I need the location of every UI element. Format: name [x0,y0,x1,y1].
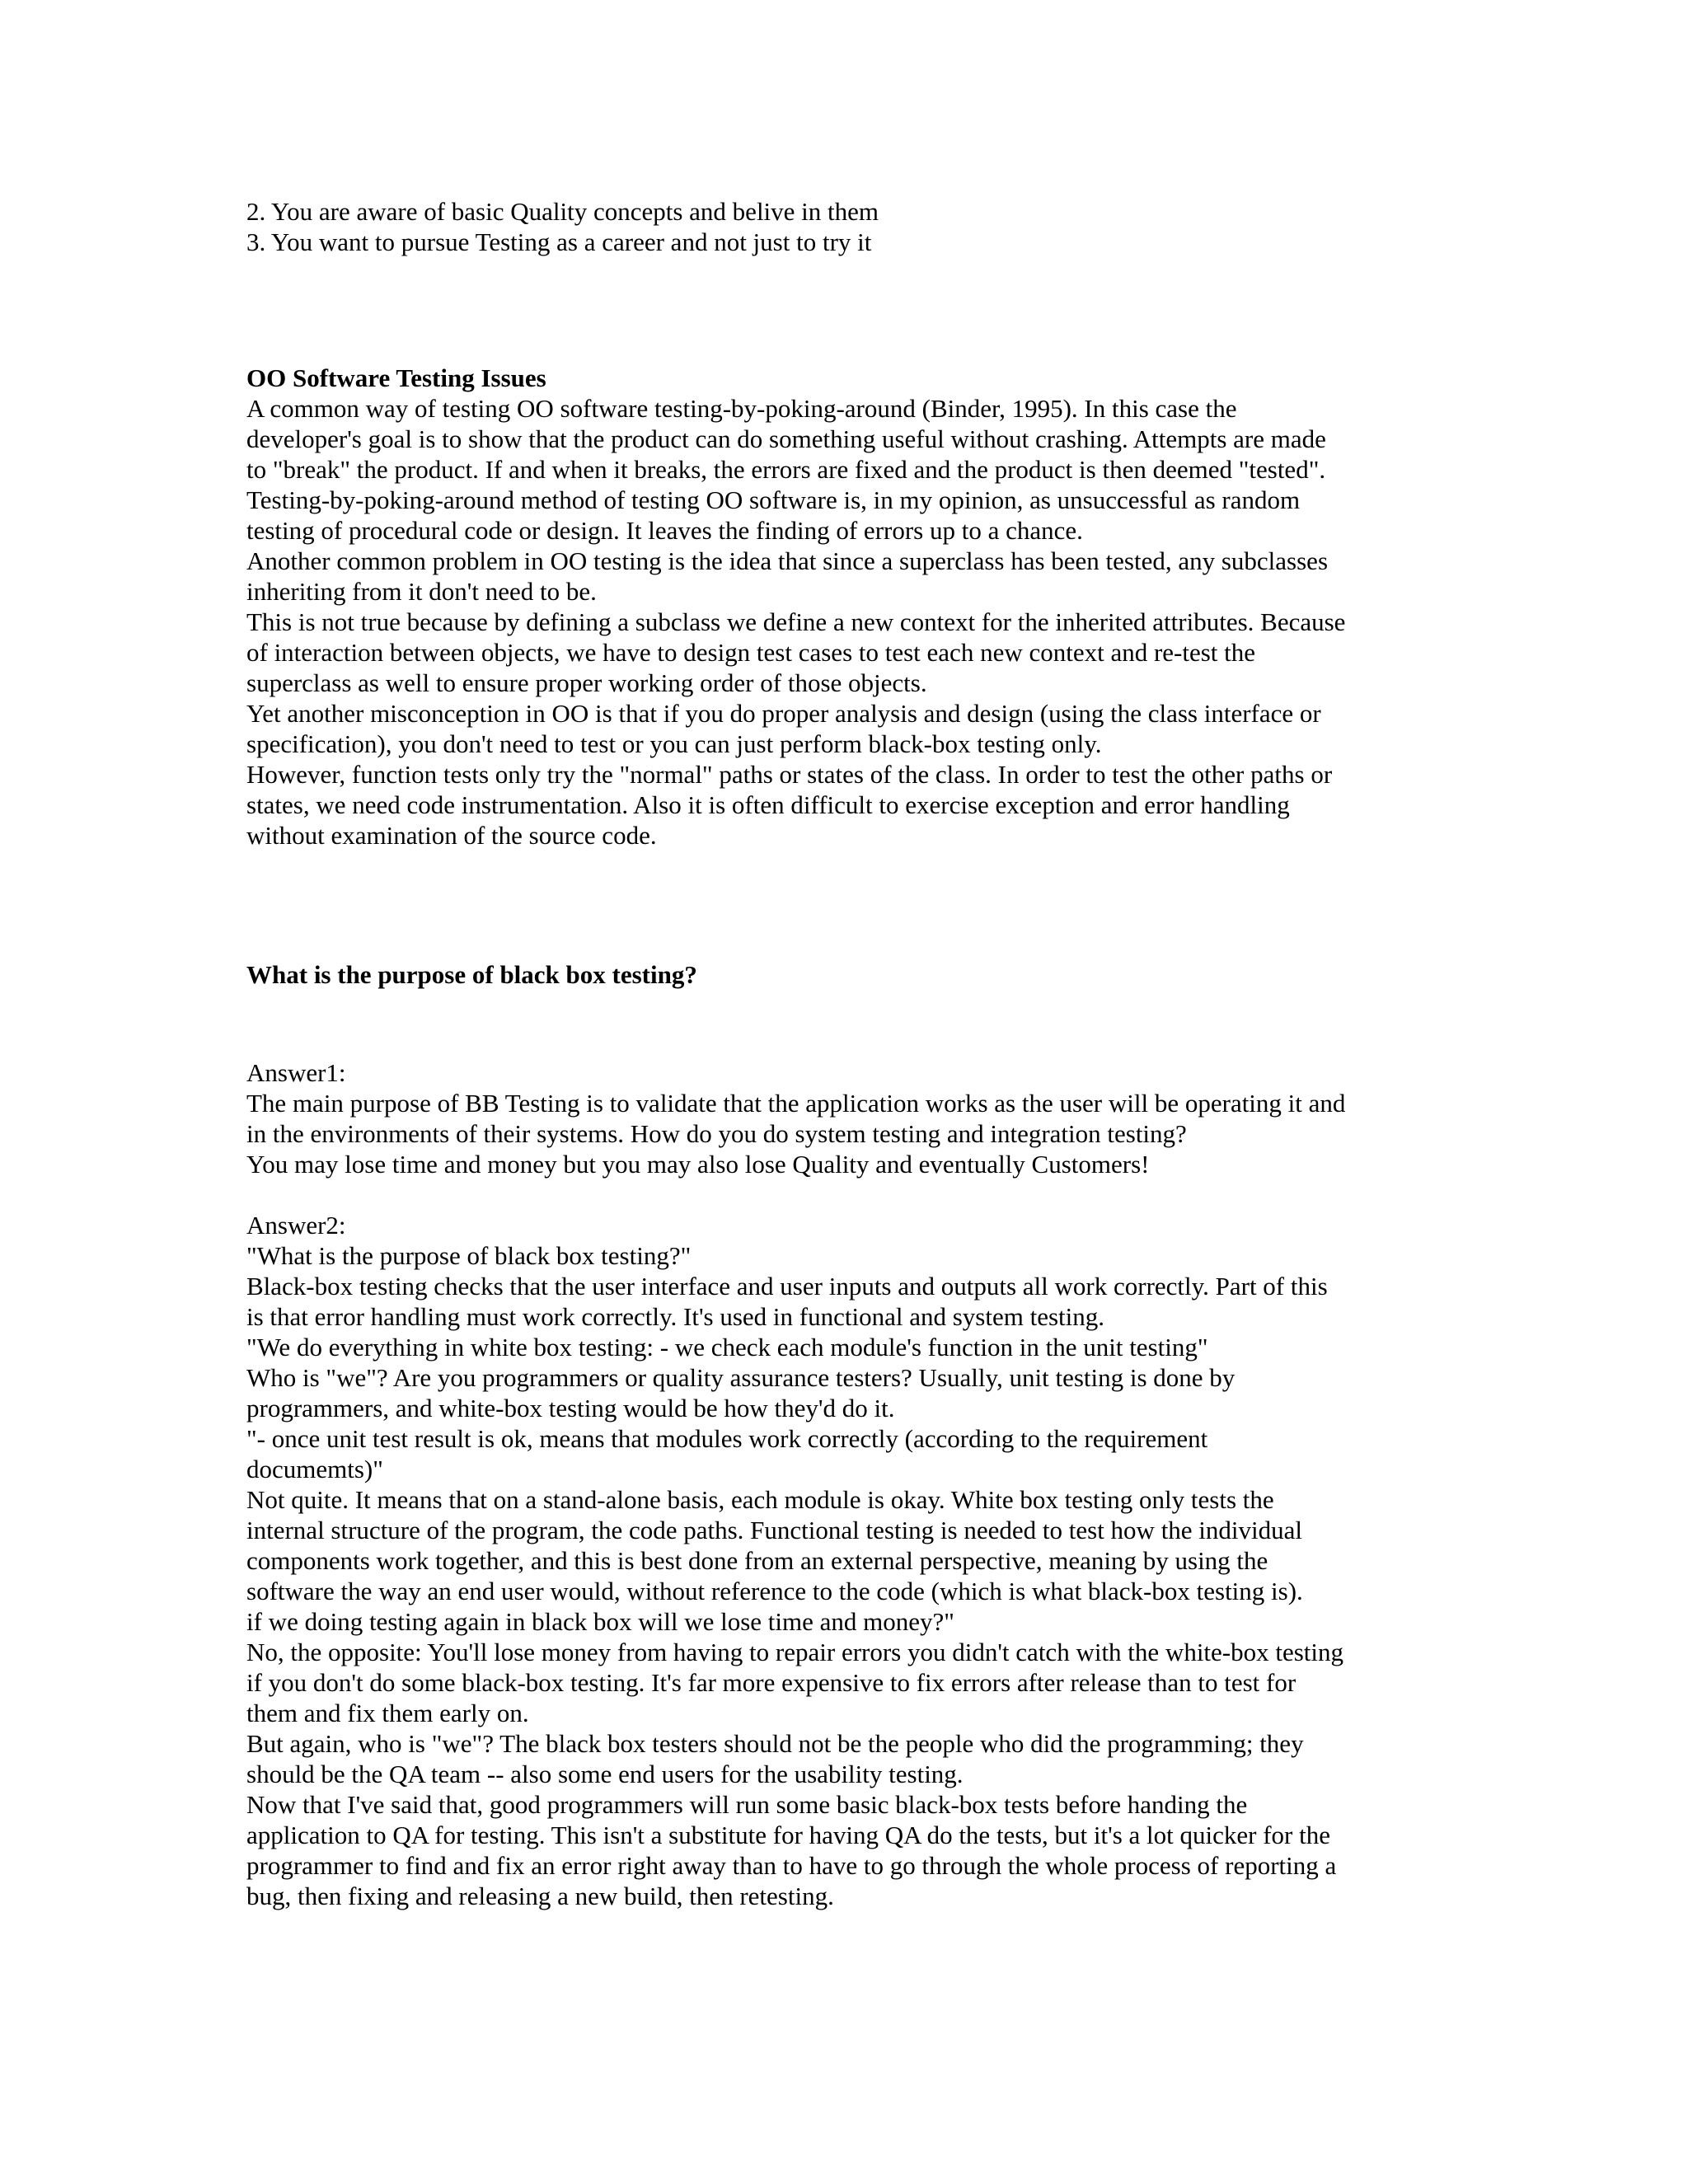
paragraph-line: Testing-by-poking-around method of testing OO software is, in my opinion, as unsuccessful as random [246,485,1301,514]
answer-line: components work together, and this is best done from an external perspective, meaning by using the [246,1546,1268,1575]
paragraph-line: developer's goal is to show that the product can do something useful without crashing. Attempts are made [246,424,1326,453]
paragraph-line: superclass as well to ensure proper working order of those objects. [246,668,927,697]
answer-line: internal structure of the program, the code paths. Functional testing is needed to test how the individual [246,1516,1303,1544]
paragraph-line: specification), you don't need to test or you can just perform black-box testing only. [246,729,1102,758]
section-heading-oo-testing: OO Software Testing Issues [246,363,546,392]
answer-line: No, the opposite: You'll lose money from having to repair errors you didn't catch with the white-box testing [246,1638,1344,1666]
answer-line: bug, then fixing and releasing a new build, then retesting. [246,1882,834,1910]
answer-line: The main purpose of BB Testing is to validate that the application works as the user will be operating it and [246,1089,1346,1118]
intro-list-item: 3. You want to pursue Testing as a career and not just to try it [246,227,872,256]
answer-line: You may lose time and money but you may also lose Quality and eventually Customers! [246,1150,1150,1179]
answer-line: is that error handling must work correctly. It's used in functional and system testing. [246,1302,1104,1331]
answer-line: programmers, and white-box testing would be how they'd do it. [246,1394,895,1422]
intro-list-item: 2. You are aware of basic Quality concepts and belive in them [246,197,879,226]
answer-line: software the way an end user would, without reference to the code (which is what black-box testing is). [246,1577,1303,1605]
answer-line: them and fix them early on. [246,1699,529,1727]
answer-label: Answer2: [246,1211,346,1240]
answer-line: application to QA for testing. This isn't a substitute for having QA do the tests, but it's a lot quicker for the [246,1821,1331,1849]
paragraph-line: A common way of testing OO software testing-by-poking-around (Binder, 1995). In this case the [246,394,1237,423]
answer-line: programmer to find and fix an error right away than to have to go through the whole process of reporting a [246,1851,1337,1880]
paragraph-line: testing of procedural code or design. It leaves the finding of errors up to a chance. [246,516,1083,545]
paragraph-line: of interaction between objects, we have to design test cases to test each new context and re-test the [246,638,1256,667]
answer-line: documemts)" [246,1455,383,1483]
answer-line: But again, who is "we"? The black box testers should not be the people who did the programming; they [246,1729,1304,1758]
section-heading-black-box: What is the purpose of black box testing? [246,960,697,989]
paragraph-line: without examination of the source code. [246,821,657,850]
answer-line: Not quite. It means that on a stand-alone basis, each module is okay. White box testing only tests the [246,1485,1274,1514]
answer-line: "What is the purpose of black box testing?" [246,1241,692,1270]
answer-line: if we doing testing again in black box will we lose time and money?" [246,1607,954,1636]
answer-line: "We do everything in white box testing: - we check each module's function in the unit testing" [246,1333,1208,1361]
answer-line: Now that I've said that, good programmers will run some basic black-box tests before handing the [246,1790,1248,1819]
answer-label: Answer1: [246,1058,346,1087]
answer-line: in the environments of their systems. How do you do system testing and integration testing? [246,1119,1187,1148]
paragraph-line: inheriting from it don't need to be. [246,577,597,606]
paragraph-line: to "break" the product. If and when it breaks, the errors are fixed and the product is then deemed "tested". [246,455,1326,484]
paragraph-line: Another common problem in OO testing is the idea that since a superclass has been tested, any subclasses [246,546,1329,575]
answer-line: if you don't do some black-box testing. It's far more expensive to fix errors after release than to test for [246,1668,1296,1697]
paragraph-line: However, function tests only try the "normal" paths or states of the class. In order to test the other paths or [246,760,1333,789]
paragraph-line: This is not true because by defining a subclass we define a new context for the inherited attributes. Because [246,607,1346,636]
paragraph-line: states, we need code instrumentation. Also it is often difficult to exercise exception and error handling [246,790,1290,819]
answer-line: Black-box testing checks that the user interface and user inputs and outputs all work correctly. Part of this [246,1272,1328,1301]
answer-line: "- once unit test result is ok, means that modules work correctly (according to the requirement [246,1424,1208,1453]
answer-line: Who is "we"? Are you programmers or quality assurance testers? Usually, unit testing is done by [246,1363,1236,1392]
paragraph-line: Yet another misconception in OO is that if you do proper analysis and design (using the class interface or [246,699,1321,728]
answer-line: should be the QA team -- also some end users for the usability testing. [246,1760,964,1788]
